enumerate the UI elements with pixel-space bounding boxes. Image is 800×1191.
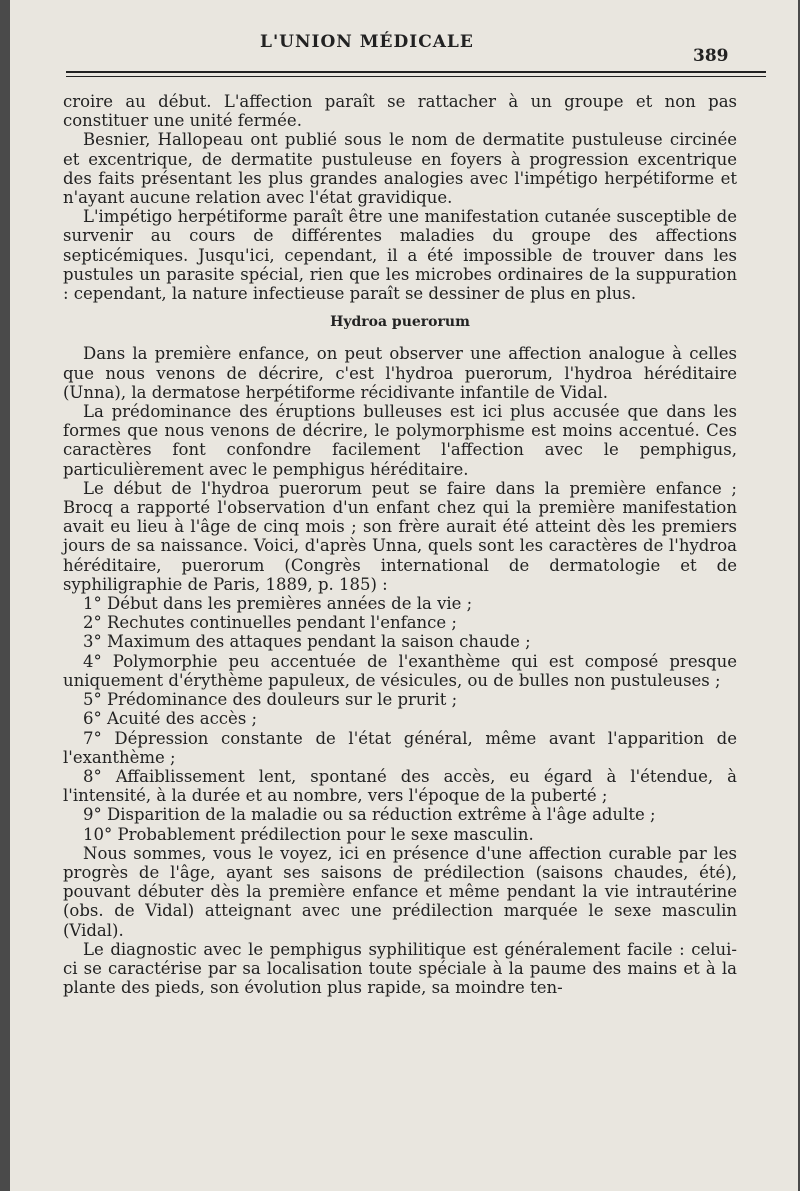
paragraph-besnier: Besnier, Hallopeau ont publié sous le nom de dermatite pustuleuse circinée et excentrique, de dermatite pustuleuse en foyers à progression excentrique des faits présentant les plus grandes analogies avec l'impétigo herpétiforme et n'ayant aucune relation avec l'état gravidique.: [63, 130, 737, 208]
list-item: 6° Acuité des accès ;: [83, 709, 258, 729]
running-head: [10, 26, 798, 66]
paragraph-diagnostic: Le diagnostic avec le pemphigus syphilitique est généralement facile : celui-ci se caractérise par sa localisation toute spéciale à la paume des mains et à la plante des pieds, son évolution plus rapide, sa moindre ten-: [63, 939, 737, 998]
paragraph-debut: Le début de l'hydroa puerorum peut se faire dans la première enfance ; Brocq a rapporté l'observation d'un enfant chez qui la première manifestation avait eu lieu à l'âge de cinq mois ; son frère aurait été atteint dès les premiers jours de sa naissance. Voici, d'après Unna, quels sont les caractères de l'hydroa héréditaire, puerorum (Congrès international de dermatologie et de syphiligraphie de Paris, 1889, p. 185) :: [63, 478, 737, 594]
characteristics-list: [63, 594, 737, 844]
journal-title: L'UNION MÉDICALE: [260, 32, 474, 52]
list-item: 8° Affaiblissement lent, spontané des accès, eu égard à l'étendue, à l'intensité, à la durée et au nombre, vers l'époque de la puberté ;: [63, 766, 737, 806]
section-heading: Hydroa puerorum: [330, 314, 470, 331]
list-item: 9° Disparition de la maladie ou sa réduction extrême à l'âge adulte ;: [83, 805, 656, 825]
document-page: [10, 0, 798, 1191]
paragraph-predominance: La prédominance des éruptions bulleuses est ici plus accusée que dans les formes que nous venons de décrire, le polymorphisme est moins accentué. Ces caractères font confondre facilement l'affection avec le pemphigus, particulièrement avec le pemphigus héréditaire.: [63, 402, 737, 479]
list-item: 3° Maximum des attaques pendant la saison chaude ;: [83, 632, 531, 652]
body-text: [63, 92, 737, 997]
list-item: 2° Rechutes continuelles pendant l'enfance ;: [83, 613, 457, 633]
page-number: 389: [693, 46, 729, 66]
paragraph-hydroa-intro: Dans la première enfance, on peut observer une affection analogue à celles que nous venons de décrire, c'est l'hydroa puerorum, l'hydroa héréditaire (Unna), la dermatose herpétiforme récidivante infantile de Vidal.: [63, 344, 737, 402]
header-rule-thin: [66, 76, 766, 77]
list-item: 4° Polymorphie peu accentuée de l'exanthème qui est composé presque uniquement d'érythème papuleux, de vésicules, ou de bulles non pustuleuses ;: [63, 651, 737, 690]
paragraph-conclusion: Nous sommes, vous le voyez, ici en présence d'une affection curable par les progrès de l'âge, ayant ses saisons de prédilection (saisons chaudes, été), pouvant débuter dès la première enfance et même pendant la vie intrautérine (obs. de Vidal) atteignant avec une prédilection marquée le sexe masculin (Vidal).: [63, 843, 737, 940]
header-rule: [66, 71, 766, 73]
list-item: 10° Probablement prédilection pour le sexe masculin.: [83, 824, 534, 844]
list-item: 7° Dépression constante de l'état général, même avant l'apparition de l'exanthème ;: [63, 728, 737, 767]
list-item: 1° Début dans les premières années de la vie ;: [83, 594, 473, 614]
paragraph-impetigo: L'impétigo herpétiforme paraît être une manifestation cutanée susceptible de survenir au cours de différentes maladies du groupe des affections septicémiques. Jusqu'ici, cependant, il a été impossible de trouver dans les pustules un parasite spécial, rien que les microbes ordinaires de la suppuration : cependant, la nature infectieuse paraît se dessiner de plus en plus.: [63, 207, 737, 304]
list-item: 5° Prédominance des douleurs sur le prurit ;: [83, 690, 458, 710]
paragraph-continuation: croire au début. L'affection paraît se rattacher à un groupe et non pas constituer une unité fermée.: [63, 92, 737, 131]
